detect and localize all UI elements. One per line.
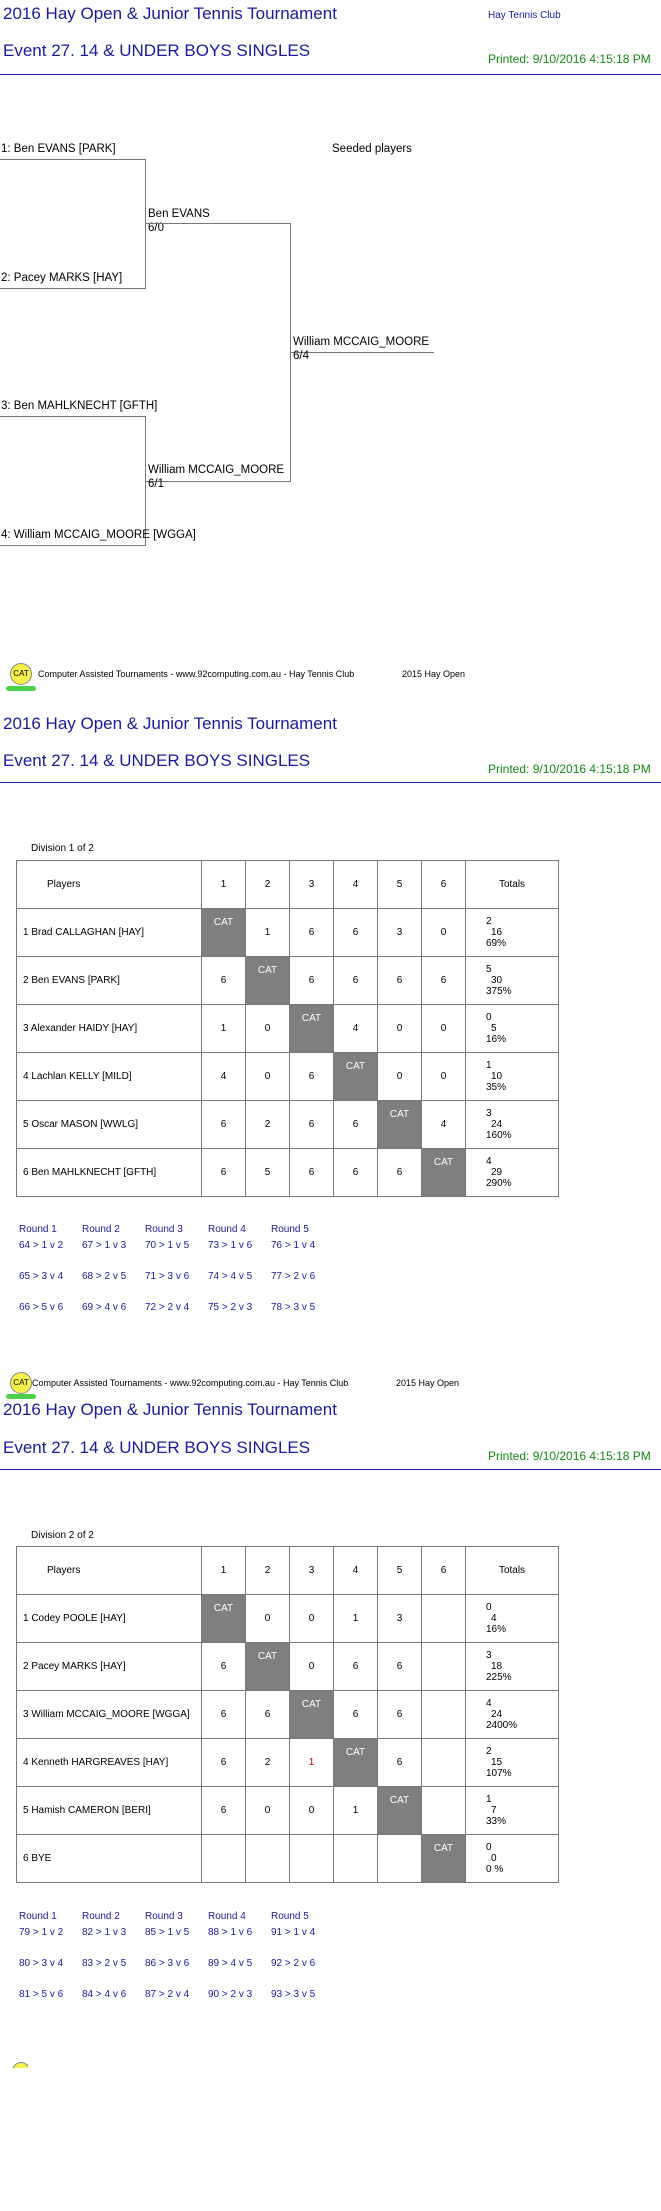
- score-cell: 0: [246, 1005, 290, 1053]
- score-cell: 6: [334, 1149, 378, 1197]
- totals-cell: 5 30 375%: [466, 957, 559, 1005]
- match-item: 85 > 1 v 5: [145, 1927, 190, 1938]
- table-row: [17, 1595, 559, 1643]
- score-cell: [422, 1787, 466, 1835]
- score-cell: 6: [290, 909, 334, 957]
- match-item: 87 > 2 v 4: [145, 1989, 190, 2000]
- draw-r2-score-2: 6/1: [148, 478, 164, 490]
- score-cell: [334, 1835, 378, 1883]
- match-item: 65 > 3 v 4: [19, 1271, 64, 1282]
- score-cell: 6: [378, 1643, 422, 1691]
- match-item: 78 > 3 v 5: [271, 1302, 316, 1313]
- score-cell: 3: [378, 909, 422, 957]
- cat-logo-underline: [6, 686, 36, 691]
- score-cell: 6: [290, 1149, 334, 1197]
- table-row: [17, 1691, 559, 1739]
- score-cell: 6: [378, 1149, 422, 1197]
- division-label: Division 1 of 2: [31, 843, 94, 854]
- score-cell: 0: [246, 1595, 290, 1643]
- draw-slot-2: 2: Pacey MARKS [HAY]: [1, 272, 123, 284]
- column-header: 6: [422, 861, 466, 909]
- score-cell: 6: [334, 909, 378, 957]
- player-name: 3 Alexander HAIDY [HAY]: [17, 1005, 202, 1053]
- round-label: Round 1: [19, 1224, 57, 1235]
- score-cell: 4: [202, 1053, 246, 1101]
- match-item: 67 > 1 v 3: [82, 1240, 127, 1251]
- header-divider: [0, 1469, 661, 1470]
- event-title: Event 27. 14 & UNDER BOYS SINGLES: [3, 41, 311, 60]
- draw-r2-winner-2: William MCCAIG_MOORE: [148, 464, 285, 476]
- player-name: 4 Lachlan KELLY [MILD]: [17, 1053, 202, 1101]
- draw-r2-score-1: 6/0: [148, 222, 164, 234]
- score-cell: [422, 1595, 466, 1643]
- footer-event: 2015 Hay Open: [402, 669, 466, 679]
- column-header: 1: [202, 1547, 246, 1595]
- cat-logo: CAT: [10, 663, 32, 685]
- totals-cell: 0 5 16%: [466, 1005, 559, 1053]
- score-cell: CAT: [202, 909, 246, 957]
- score-cell: [290, 1835, 334, 1883]
- table-row: [17, 1643, 559, 1691]
- match-item: 66 > 5 v 6: [19, 1302, 64, 1313]
- score-cell: 5: [246, 1149, 290, 1197]
- match-item: 70 > 1 v 5: [145, 1240, 190, 1251]
- round-label: Round 3: [145, 1224, 183, 1235]
- totals-cell: 1 10 35%: [466, 1053, 559, 1101]
- match-item: 91 > 1 v 4: [271, 1927, 316, 1938]
- match-item: 92 > 2 v 6: [271, 1958, 316, 1969]
- score-cell: 6: [290, 957, 334, 1005]
- match-item: 88 > 1 v 6: [208, 1927, 253, 1938]
- score-cell: CAT: [422, 1149, 466, 1197]
- score-cell: 6: [202, 1643, 246, 1691]
- cat-logo-partial: [12, 2062, 28, 2068]
- totals-cell: 4 24 2400%: [466, 1691, 559, 1739]
- column-header: 6: [422, 1547, 466, 1595]
- score-cell: CAT: [202, 1595, 246, 1643]
- match-item: 64 > 1 v 2: [19, 1240, 64, 1251]
- score-cell: 6: [202, 1101, 246, 1149]
- player-name: 1 Codey POOLE [HAY]: [17, 1595, 202, 1643]
- score-cell: 6: [290, 1101, 334, 1149]
- round-label: Round 1: [19, 1911, 57, 1922]
- table-row: [17, 1053, 559, 1101]
- division-2-table: [16, 1546, 559, 1883]
- score-cell: CAT: [290, 1691, 334, 1739]
- player-name: 5 Hamish CAMERON [BERI]: [17, 1787, 202, 1835]
- tournament-title: 2016 Hay Open & Junior Tennis Tournament: [3, 1400, 337, 1419]
- score-cell: 1: [290, 1739, 334, 1787]
- header-divider: [0, 782, 661, 783]
- table-row: [17, 957, 559, 1005]
- score-cell: 0: [378, 1005, 422, 1053]
- match-item: 93 > 3 v 5: [271, 1989, 316, 2000]
- score-cell: 3: [378, 1595, 422, 1643]
- table-row: [17, 1101, 559, 1149]
- score-cell: 0: [246, 1787, 290, 1835]
- score-cell: 6: [378, 957, 422, 1005]
- score-cell: 6: [378, 1739, 422, 1787]
- cat-logo-underline: [6, 1394, 36, 1399]
- score-cell: 6: [202, 1149, 246, 1197]
- round-label: Round 3: [145, 1911, 183, 1922]
- score-cell: 0: [422, 1005, 466, 1053]
- score-cell: 1: [334, 1787, 378, 1835]
- match-item: 69 > 4 v 6: [82, 1302, 127, 1313]
- bracket-line: [290, 352, 434, 353]
- score-cell: 4: [422, 1101, 466, 1149]
- player-name: 2 Ben EVANS [PARK]: [17, 957, 202, 1005]
- header-divider: [0, 74, 661, 75]
- score-cell: 1: [246, 909, 290, 957]
- division-label: Division 2 of 2: [31, 1530, 94, 1541]
- score-cell: 0: [246, 1053, 290, 1101]
- column-header: 1: [202, 861, 246, 909]
- player-name: 5 Oscar MASON [WWLG]: [17, 1101, 202, 1149]
- match-item: 84 > 4 v 6: [82, 1989, 127, 2000]
- column-header: 3: [290, 1547, 334, 1595]
- score-cell: 2: [246, 1739, 290, 1787]
- round-label: Round 2: [82, 1911, 120, 1922]
- column-header: 4: [334, 1547, 378, 1595]
- totals-cell: 0 4 16%: [466, 1595, 559, 1643]
- draw-r2-winner-1: Ben EVANS: [148, 208, 210, 220]
- bracket-line: [0, 159, 146, 289]
- player-name: 4 Kenneth HARGREAVES [HAY]: [17, 1739, 202, 1787]
- match-item: 79 > 1 v 2: [19, 1927, 64, 1938]
- totals-cell: 3 24 160%: [466, 1101, 559, 1149]
- column-header: 2: [246, 861, 290, 909]
- round-label: Round 4: [208, 1224, 246, 1235]
- bracket-line: [0, 416, 146, 546]
- score-cell: 1: [334, 1595, 378, 1643]
- column-header: 5: [378, 861, 422, 909]
- footer-text: Computer Assisted Tournaments - www.92computing.com.au - Hay Tennis Club: [38, 669, 355, 679]
- draw-slot-3: 3: Ben MAHLKNECHT [GFTH]: [1, 400, 158, 412]
- score-cell: 2: [246, 1101, 290, 1149]
- score-cell: 6: [334, 1101, 378, 1149]
- cat-logo: CAT: [10, 1372, 32, 1394]
- player-name: 6 Ben MAHLKNECHT [GFTH]: [17, 1149, 202, 1197]
- column-header: 4: [334, 861, 378, 909]
- draw-final-winner: William MCCAIG_MOORE: [293, 336, 430, 348]
- match-item: 83 > 2 v 5: [82, 1958, 127, 1969]
- totals-cell: 1 7 33%: [466, 1787, 559, 1835]
- score-cell: 6: [290, 1053, 334, 1101]
- score-cell: 0: [422, 1053, 466, 1101]
- score-cell: [422, 1739, 466, 1787]
- draw-slot-4: 4: William MCCAIG_MOORE [WGGA]: [1, 529, 196, 541]
- column-header: Players: [17, 861, 202, 909]
- draw-final-score: 6/4: [293, 350, 309, 362]
- score-cell: 6: [202, 1691, 246, 1739]
- match-item: 71 > 3 v 6: [145, 1271, 190, 1282]
- score-cell: [422, 1643, 466, 1691]
- score-cell: 6: [378, 1691, 422, 1739]
- score-cell: CAT: [334, 1739, 378, 1787]
- totals-cell: 3 18 225%: [466, 1643, 559, 1691]
- score-cell: 6: [246, 1691, 290, 1739]
- seeded-players-label: Seeded players: [332, 143, 412, 155]
- score-cell: 0: [290, 1595, 334, 1643]
- player-name: 1 Brad CALLAGHAN [HAY]: [17, 909, 202, 957]
- tournament-title: 2016 Hay Open & Junior Tennis Tournament: [3, 714, 337, 733]
- printed-timestamp: Printed: 9/10/2016 4:15:18 PM: [488, 1449, 651, 1463]
- event-title: Event 27. 14 & UNDER BOYS SINGLES: [3, 751, 311, 770]
- score-cell: CAT: [378, 1101, 422, 1149]
- footer-event: 2015 Hay Open: [396, 1378, 460, 1388]
- player-name: 3 William MCCAIG_MOORE [WGGA]: [17, 1691, 202, 1739]
- table-row: [17, 1149, 559, 1197]
- score-cell: CAT: [422, 1835, 466, 1883]
- match-item: 73 > 1 v 6: [208, 1240, 253, 1251]
- score-cell: 6: [334, 1643, 378, 1691]
- player-name: 6 BYE: [17, 1835, 202, 1883]
- score-cell: 1: [202, 1005, 246, 1053]
- score-cell: 6: [422, 957, 466, 1005]
- score-cell: 6: [202, 1739, 246, 1787]
- match-item: 80 > 3 v 4: [19, 1958, 64, 1969]
- bracket-line: [145, 223, 291, 482]
- score-cell: 0: [290, 1643, 334, 1691]
- column-header: 5: [378, 1547, 422, 1595]
- match-item: 90 > 2 v 3: [208, 1989, 253, 2000]
- totals-cell: 4 29 290%: [466, 1149, 559, 1197]
- table-row: [17, 1787, 559, 1835]
- match-item: 86 > 3 v 6: [145, 1958, 190, 1969]
- score-cell: [422, 1691, 466, 1739]
- match-item: 72 > 2 v 4: [145, 1302, 190, 1313]
- player-name: 2 Pacey MARKS [HAY]: [17, 1643, 202, 1691]
- table-row: [17, 909, 559, 957]
- column-header: Totals: [466, 1547, 559, 1595]
- club-name: Hay Tennis Club: [488, 10, 561, 21]
- round-label: Round 5: [271, 1224, 309, 1235]
- score-cell: 6: [202, 1787, 246, 1835]
- score-cell: CAT: [290, 1005, 334, 1053]
- totals-cell: 0 0 0 %: [466, 1835, 559, 1883]
- score-cell: 0: [290, 1787, 334, 1835]
- match-item: 68 > 2 v 5: [82, 1271, 127, 1282]
- score-cell: 0: [378, 1053, 422, 1101]
- score-cell: 6: [334, 957, 378, 1005]
- score-cell: 6: [202, 957, 246, 1005]
- round-label: Round 2: [82, 1224, 120, 1235]
- match-item: 76 > 1 v 4: [271, 1240, 316, 1251]
- score-cell: 4: [334, 1005, 378, 1053]
- score-cell: CAT: [334, 1053, 378, 1101]
- match-item: 75 > 2 v 3: [208, 1302, 253, 1313]
- event-title: Event 27. 14 & UNDER BOYS SINGLES: [3, 1438, 311, 1457]
- score-cell: CAT: [378, 1787, 422, 1835]
- score-cell: 0: [422, 909, 466, 957]
- division-1-table: [16, 860, 559, 1197]
- score-cell: CAT: [246, 957, 290, 1005]
- tournament-title: 2016 Hay Open & Junior Tennis Tournament: [3, 4, 337, 23]
- match-item: 82 > 1 v 3: [82, 1927, 127, 1938]
- table-row: [17, 1835, 559, 1883]
- table-row: [17, 1739, 559, 1787]
- column-header: Totals: [466, 861, 559, 909]
- column-header: Players: [17, 1547, 202, 1595]
- round-label: Round 5: [271, 1911, 309, 1922]
- column-header: 3: [290, 861, 334, 909]
- round-label: Round 4: [208, 1911, 246, 1922]
- footer-text: Computer Assisted Tournaments - www.92computing.com.au - Hay Tennis Club: [32, 1378, 349, 1388]
- score-cell: [246, 1835, 290, 1883]
- score-cell: [202, 1835, 246, 1883]
- match-item: 74 > 4 v 5: [208, 1271, 253, 1282]
- column-header: 2: [246, 1547, 290, 1595]
- match-item: 89 > 4 v 5: [208, 1958, 253, 1969]
- score-cell: 6: [334, 1691, 378, 1739]
- match-item: 81 > 5 v 6: [19, 1989, 64, 2000]
- draw-slot-1: 1: Ben EVANS [PARK]: [1, 143, 116, 155]
- printed-timestamp: Printed: 9/10/2016 4:15:18 PM: [488, 52, 651, 66]
- score-cell: CAT: [246, 1643, 290, 1691]
- totals-cell: 2 15 107%: [466, 1739, 559, 1787]
- match-item: 77 > 2 v 6: [271, 1271, 316, 1282]
- totals-cell: 2 16 69%: [466, 909, 559, 957]
- printed-timestamp: Printed: 9/10/2016 4:15:18 PM: [488, 762, 651, 776]
- score-cell: [378, 1835, 422, 1883]
- table-row: [17, 1005, 559, 1053]
